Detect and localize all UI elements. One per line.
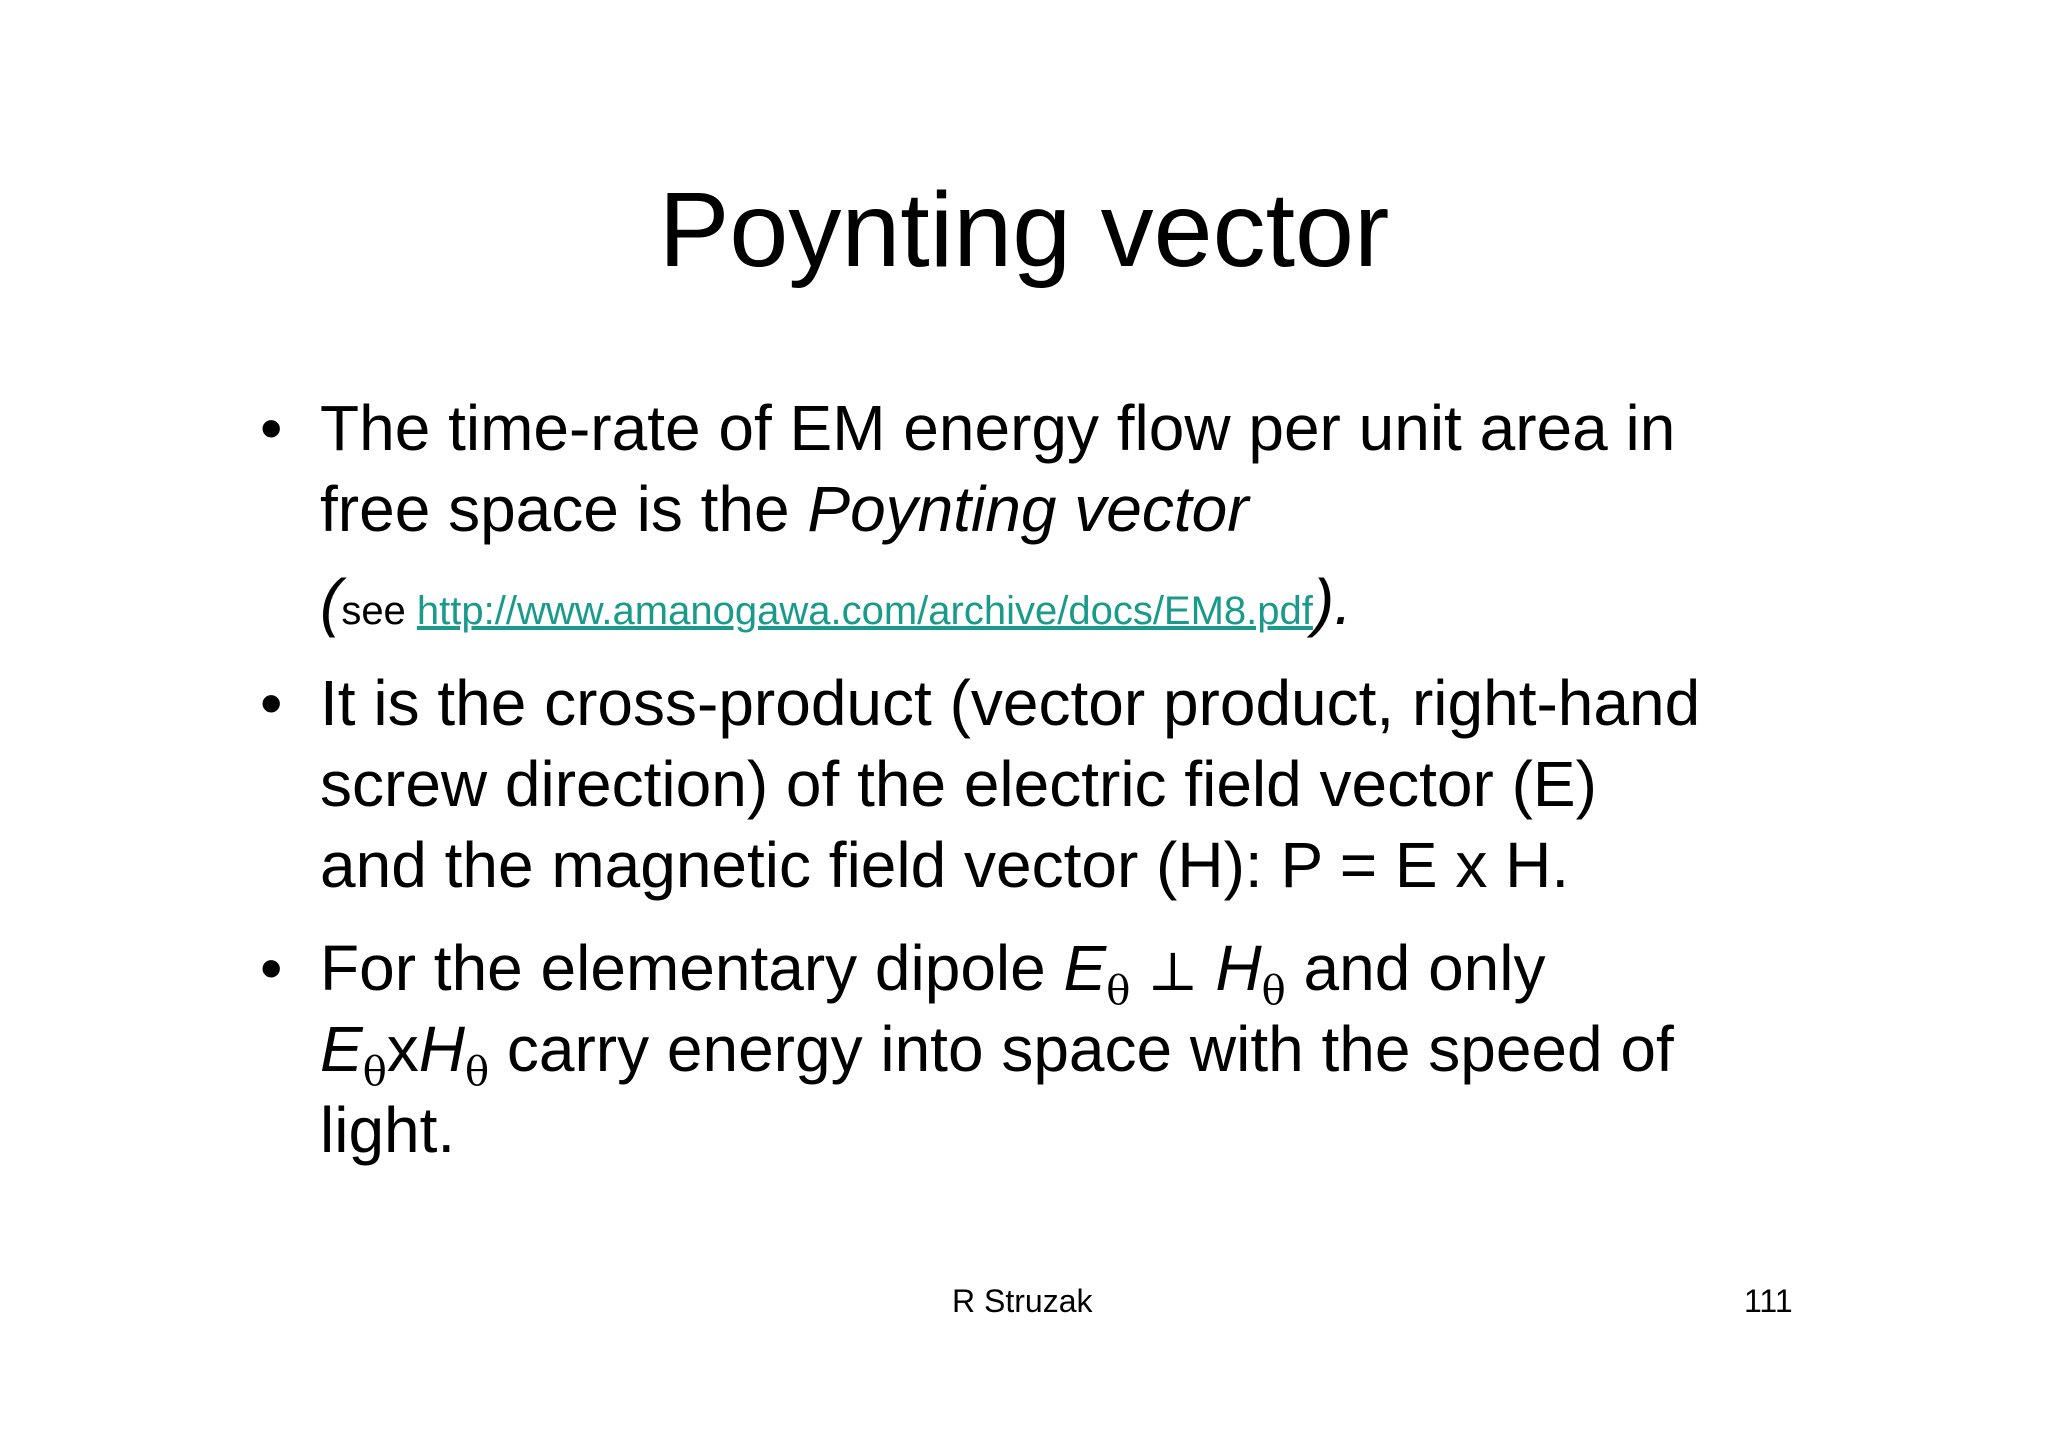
reference-link[interactable]: http://www.amanogawa.com/archive/docs/EM8.pdf [416,589,1313,633]
bullet3-line2-end: carry energy into space with the speed of [489,1013,1674,1085]
footer-author: R Struzak [952,1283,1093,1319]
perpendicular-symbol: ⊥ [1130,940,1216,1003]
cross-symbol: x [386,1013,419,1085]
bullet-marker: • [260,932,283,1004]
bullet3-line2 [320,1008,1674,1099]
h-symbol: H [1215,932,1262,1004]
e-symbol: E [320,1013,363,1085]
theta-subscript: θ [1106,968,1131,1014]
poynting-vector-term: Poynting vector [807,473,1249,545]
ref-see-text: see [341,589,417,633]
page-number: 111 [1744,1283,1793,1319]
bullet3-line1-start: For the elementary dipole [320,932,1064,1004]
e-symbol: E [1063,932,1107,1004]
bullet-marker: • [260,667,283,739]
bullet-marker: • [260,392,283,464]
theta-subscript: θ [1261,968,1286,1014]
bullet3-line1 [320,927,1545,1018]
theta-subscript: θ [362,1049,387,1095]
ref-close-paren: ). [1312,566,1352,638]
bullet2-line3: and the magnetic field vector (H): P = E x H. [320,829,1570,901]
reference-line [320,565,1352,647]
bullet1-line2-text: free space is the [320,473,808,545]
bullet3-line1-end: and only [1285,932,1546,1004]
bullet1-line1: The time-rate of EM energy flow per unit area in [320,392,1676,464]
bullet2-line1: It is the cross-product (vector product, right-hand [320,667,1701,739]
theta-subscript: θ [465,1049,490,1095]
slide-title: Poynting vector [658,171,1390,289]
bullet1-line2 [320,468,1249,550]
bullet3-line3: light. [320,1094,456,1166]
ref-open-paren: ( [320,566,342,638]
h-symbol: H [418,1013,465,1085]
bullet2-line2: screw direction) of the electric field vector (E) [320,748,1597,820]
